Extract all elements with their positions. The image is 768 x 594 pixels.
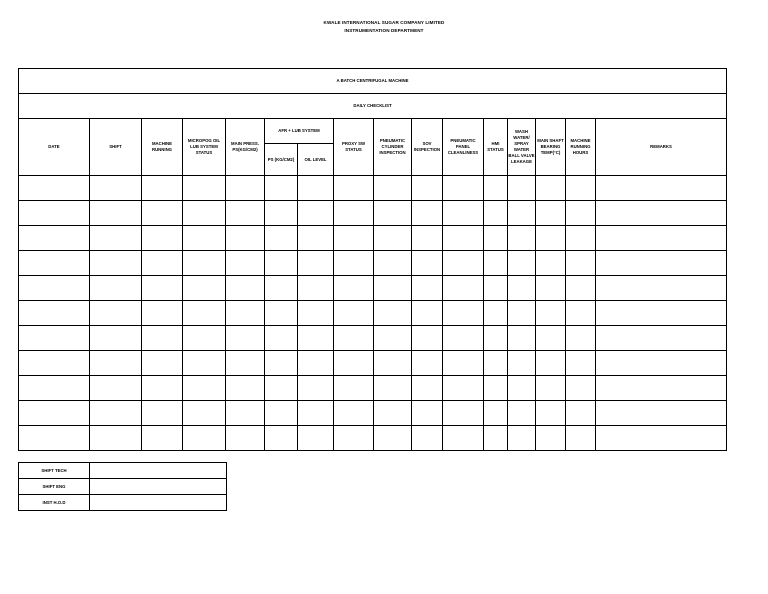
- table-cell[interactable]: [298, 401, 334, 426]
- shift-eng-label: SHIFT ENG: [19, 479, 90, 495]
- table-cell[interactable]: [334, 201, 374, 226]
- table-cell[interactable]: [566, 226, 596, 251]
- table-cell[interactable]: [596, 226, 727, 251]
- table-cell[interactable]: [508, 401, 536, 426]
- table-cell[interactable]: [90, 351, 142, 376]
- table-cell[interactable]: [536, 426, 566, 451]
- col-running-hours-header: MACHINE RUNNING HOURS: [566, 119, 596, 176]
- table-cell[interactable]: [19, 176, 90, 201]
- table-cell[interactable]: [90, 226, 142, 251]
- table-cell[interactable]: [484, 301, 508, 326]
- table-cell[interactable]: [484, 426, 508, 451]
- col-pneumatic-cylinder-header: PNEUMATIC CYLINDER INSPECTION: [374, 119, 412, 176]
- table-cell[interactable]: [90, 426, 142, 451]
- signoff-table: [18, 462, 227, 511]
- table-cell[interactable]: [19, 401, 90, 426]
- table-cell[interactable]: [226, 326, 265, 351]
- table-cell[interactable]: [412, 226, 443, 251]
- table-cell[interactable]: [265, 326, 298, 351]
- table-cell[interactable]: [508, 351, 536, 376]
- col-proxy-header: PROXY SW STATUS: [334, 119, 374, 176]
- table-cell[interactable]: [142, 326, 183, 351]
- table-cell[interactable]: [508, 176, 536, 201]
- table-cell[interactable]: [142, 351, 183, 376]
- table-cell[interactable]: [374, 376, 412, 401]
- table-cell[interactable]: [508, 376, 536, 401]
- table-cell[interactable]: [142, 176, 183, 201]
- shift-tech-label: SHIFT TECH: [19, 463, 90, 479]
- col-sov-header: SOV INSPECTION: [412, 119, 443, 176]
- table-cell[interactable]: [508, 226, 536, 251]
- table-cell[interactable]: [536, 301, 566, 326]
- table-cell[interactable]: [298, 176, 334, 201]
- table-cell[interactable]: [265, 426, 298, 451]
- table-cell[interactable]: [412, 326, 443, 351]
- shift-eng-sign-field[interactable]: [90, 479, 227, 495]
- table-row: [19, 276, 727, 301]
- table-cell[interactable]: [334, 401, 374, 426]
- table-cell[interactable]: [443, 176, 484, 201]
- table-cell[interactable]: [90, 201, 142, 226]
- table-cell[interactable]: [226, 426, 265, 451]
- table-cell[interactable]: [265, 176, 298, 201]
- table-cell[interactable]: [508, 251, 536, 276]
- table-cell[interactable]: [265, 226, 298, 251]
- table-cell[interactable]: [90, 376, 142, 401]
- table-cell[interactable]: [334, 251, 374, 276]
- table-cell[interactable]: [566, 401, 596, 426]
- table-cell[interactable]: [484, 401, 508, 426]
- table-cell[interactable]: [596, 326, 727, 351]
- table-cell[interactable]: [484, 276, 508, 301]
- table-cell[interactable]: [90, 251, 142, 276]
- table-cell[interactable]: [183, 251, 226, 276]
- table-cell[interactable]: [19, 201, 90, 226]
- table-cell[interactable]: [334, 376, 374, 401]
- col-oil-level-header: OIL LEVEL: [298, 144, 334, 176]
- table-cell[interactable]: [265, 351, 298, 376]
- table-cell[interactable]: [484, 201, 508, 226]
- table-cell[interactable]: [183, 401, 226, 426]
- table-cell[interactable]: [536, 351, 566, 376]
- table-row: [19, 301, 727, 326]
- table-cell[interactable]: [183, 301, 226, 326]
- table-cell[interactable]: [226, 201, 265, 226]
- table-cell[interactable]: [566, 176, 596, 201]
- table-cell[interactable]: [443, 226, 484, 251]
- table-cell[interactable]: [566, 351, 596, 376]
- table-cell[interactable]: [142, 226, 183, 251]
- table-cell[interactable]: [183, 176, 226, 201]
- table-cell[interactable]: [183, 376, 226, 401]
- table-cell[interactable]: [226, 176, 265, 201]
- table-row: [19, 226, 727, 251]
- table-cell[interactable]: [19, 326, 90, 351]
- table-cell[interactable]: [19, 251, 90, 276]
- table-cell[interactable]: [226, 401, 265, 426]
- table-cell[interactable]: [536, 251, 566, 276]
- table-cell[interactable]: [596, 201, 727, 226]
- department-name: INSTRUMENTATION DEPARTMENT: [344, 28, 424, 33]
- table-cell[interactable]: [596, 176, 727, 201]
- col-micropog-header: MICROPOG OIL LUB SYSTEM STATUS: [183, 119, 226, 176]
- inst-hod-sign-field[interactable]: [90, 495, 227, 511]
- col-afr-group-header: AFR + LUB SYSTEM: [265, 119, 334, 144]
- table-cell[interactable]: [142, 426, 183, 451]
- table-cell[interactable]: [226, 276, 265, 301]
- table-cell[interactable]: [536, 226, 566, 251]
- col-main-press-header: MAIN PRESS. PS(KG/CM2): [226, 119, 265, 176]
- col-remarks-header: REMARKS: [596, 119, 727, 176]
- table-cell[interactable]: [183, 351, 226, 376]
- table-cell[interactable]: [226, 226, 265, 251]
- table-cell[interactable]: [298, 276, 334, 301]
- table-row: [19, 351, 727, 376]
- table-cell[interactable]: [484, 226, 508, 251]
- table-cell[interactable]: [19, 276, 90, 301]
- table-cell[interactable]: [566, 376, 596, 401]
- table-cell[interactable]: [90, 176, 142, 201]
- table-cell[interactable]: [596, 426, 727, 451]
- checklist-body: [19, 176, 727, 451]
- table-cell[interactable]: [484, 326, 508, 351]
- table-cell[interactable]: [142, 401, 183, 426]
- checklist-title: DAILY CHECKLIST: [19, 94, 727, 119]
- table-cell[interactable]: [412, 251, 443, 276]
- table-row: [19, 426, 727, 451]
- col-date-header: DATE: [19, 119, 90, 176]
- table-cell[interactable]: [90, 276, 142, 301]
- table-cell[interactable]: [90, 401, 142, 426]
- table-cell[interactable]: [298, 226, 334, 251]
- table-cell[interactable]: [298, 376, 334, 401]
- table-cell[interactable]: [443, 351, 484, 376]
- table-cell[interactable]: [142, 251, 183, 276]
- table-cell[interactable]: [566, 301, 596, 326]
- table-cell[interactable]: [536, 201, 566, 226]
- table-cell[interactable]: [566, 426, 596, 451]
- table-cell[interactable]: [566, 276, 596, 301]
- table-cell[interactable]: [265, 301, 298, 326]
- table-cell[interactable]: [298, 201, 334, 226]
- table-cell[interactable]: [412, 201, 443, 226]
- table-cell[interactable]: [484, 351, 508, 376]
- table-row: [19, 326, 727, 351]
- table-cell[interactable]: [226, 376, 265, 401]
- table-cell[interactable]: [19, 351, 90, 376]
- table-cell[interactable]: [298, 301, 334, 326]
- company-name: KWALE INTERNATIONAL SUGAR COMPANY LIMITED: [323, 20, 445, 25]
- table-cell[interactable]: [566, 201, 596, 226]
- table-cell[interactable]: [19, 226, 90, 251]
- table-cell[interactable]: [142, 276, 183, 301]
- table-cell[interactable]: [596, 301, 727, 326]
- col-hmi-header: HMI STATUS: [484, 119, 508, 176]
- table-row: [19, 401, 727, 426]
- table-cell[interactable]: [142, 301, 183, 326]
- table-cell[interactable]: [19, 376, 90, 401]
- col-ps-header: PS (KG/CM2): [265, 144, 298, 176]
- table-cell[interactable]: [536, 376, 566, 401]
- table-cell[interactable]: [443, 276, 484, 301]
- checklist-table: [18, 68, 727, 451]
- table-cell[interactable]: [334, 276, 374, 301]
- table-cell[interactable]: [334, 326, 374, 351]
- table-cell[interactable]: [298, 326, 334, 351]
- table-cell[interactable]: [596, 376, 727, 401]
- table-cell[interactable]: [183, 426, 226, 451]
- table-cell[interactable]: [508, 201, 536, 226]
- table-cell[interactable]: [484, 251, 508, 276]
- table-cell[interactable]: [412, 401, 443, 426]
- table-cell[interactable]: [536, 276, 566, 301]
- table-cell[interactable]: [508, 426, 536, 451]
- table-cell[interactable]: [374, 176, 412, 201]
- table-cell[interactable]: [334, 176, 374, 201]
- table-cell[interactable]: [443, 201, 484, 226]
- table-cell[interactable]: [334, 226, 374, 251]
- table-cell[interactable]: [298, 426, 334, 451]
- table-cell[interactable]: [596, 351, 727, 376]
- table-cell[interactable]: [484, 176, 508, 201]
- table-cell[interactable]: [374, 251, 412, 276]
- table-cell[interactable]: [334, 301, 374, 326]
- table-cell[interactable]: [443, 251, 484, 276]
- table-cell[interactable]: [334, 351, 374, 376]
- machine-title: A BATCH CENTRIFUGAL MACHINE: [19, 69, 727, 94]
- col-machine-running-header: MACHINE RUNNING: [142, 119, 183, 176]
- table-cell[interactable]: [374, 301, 412, 326]
- table-cell[interactable]: [183, 276, 226, 301]
- table-cell[interactable]: [298, 251, 334, 276]
- table-cell[interactable]: [183, 201, 226, 226]
- table-cell[interactable]: [443, 426, 484, 451]
- table-cell[interactable]: [374, 276, 412, 301]
- table-cell[interactable]: [412, 376, 443, 401]
- table-row: [19, 251, 727, 276]
- table-cell[interactable]: [374, 226, 412, 251]
- table-cell[interactable]: [183, 226, 226, 251]
- table-cell[interactable]: [412, 426, 443, 451]
- table-cell[interactable]: [412, 276, 443, 301]
- table-cell[interactable]: [374, 326, 412, 351]
- table-cell[interactable]: [443, 376, 484, 401]
- table-cell[interactable]: [374, 201, 412, 226]
- table-cell[interactable]: [19, 301, 90, 326]
- table-row: [19, 376, 727, 401]
- table-cell[interactable]: [90, 301, 142, 326]
- table-cell[interactable]: [265, 376, 298, 401]
- table-cell[interactable]: [142, 201, 183, 226]
- table-cell[interactable]: [596, 401, 727, 426]
- col-wash-water-header: WASH WATER/ SPRAY WATER BALL VALVE LEAKAGE: [508, 119, 536, 176]
- table-cell[interactable]: [508, 326, 536, 351]
- table-cell[interactable]: [183, 326, 226, 351]
- table-cell[interactable]: [536, 326, 566, 351]
- table-cell[interactable]: [536, 401, 566, 426]
- table-cell[interactable]: [226, 351, 265, 376]
- table-cell[interactable]: [90, 326, 142, 351]
- shift-tech-sign-field[interactable]: [90, 463, 227, 479]
- table-cell[interactable]: [508, 301, 536, 326]
- inst-hod-label: INST H.O.D: [19, 495, 90, 511]
- table-cell[interactable]: [596, 276, 727, 301]
- table-cell[interactable]: [374, 401, 412, 426]
- table-row: [19, 176, 727, 201]
- table-cell[interactable]: [298, 351, 334, 376]
- document-header: [0, 19, 768, 35]
- table-cell[interactable]: [265, 401, 298, 426]
- table-cell[interactable]: [412, 351, 443, 376]
- table-cell[interactable]: [596, 251, 727, 276]
- table-cell[interactable]: [374, 351, 412, 376]
- table-cell[interactable]: [566, 251, 596, 276]
- table-cell[interactable]: [226, 251, 265, 276]
- table-row: [19, 201, 727, 226]
- table-cell[interactable]: [142, 376, 183, 401]
- table-cell[interactable]: [19, 426, 90, 451]
- table-cell[interactable]: [566, 326, 596, 351]
- table-cell[interactable]: [334, 426, 374, 451]
- table-cell[interactable]: [412, 176, 443, 201]
- table-cell[interactable]: [374, 426, 412, 451]
- table-cell[interactable]: [536, 176, 566, 201]
- col-shaft-temp-header: MAIN SHAFT BEARING TEMP(°C): [536, 119, 566, 176]
- table-cell[interactable]: [265, 276, 298, 301]
- table-cell[interactable]: [443, 301, 484, 326]
- table-cell[interactable]: [226, 301, 265, 326]
- table-cell[interactable]: [484, 376, 508, 401]
- col-shift-header: SHIFT: [90, 119, 142, 176]
- table-cell[interactable]: [265, 201, 298, 226]
- table-cell[interactable]: [412, 301, 443, 326]
- table-cell[interactable]: [265, 251, 298, 276]
- table-cell[interactable]: [508, 276, 536, 301]
- col-pneumatic-panel-header: PNEUMATIC PANEL CLEANLINESS: [443, 119, 484, 176]
- table-cell[interactable]: [443, 401, 484, 426]
- table-cell[interactable]: [443, 326, 484, 351]
